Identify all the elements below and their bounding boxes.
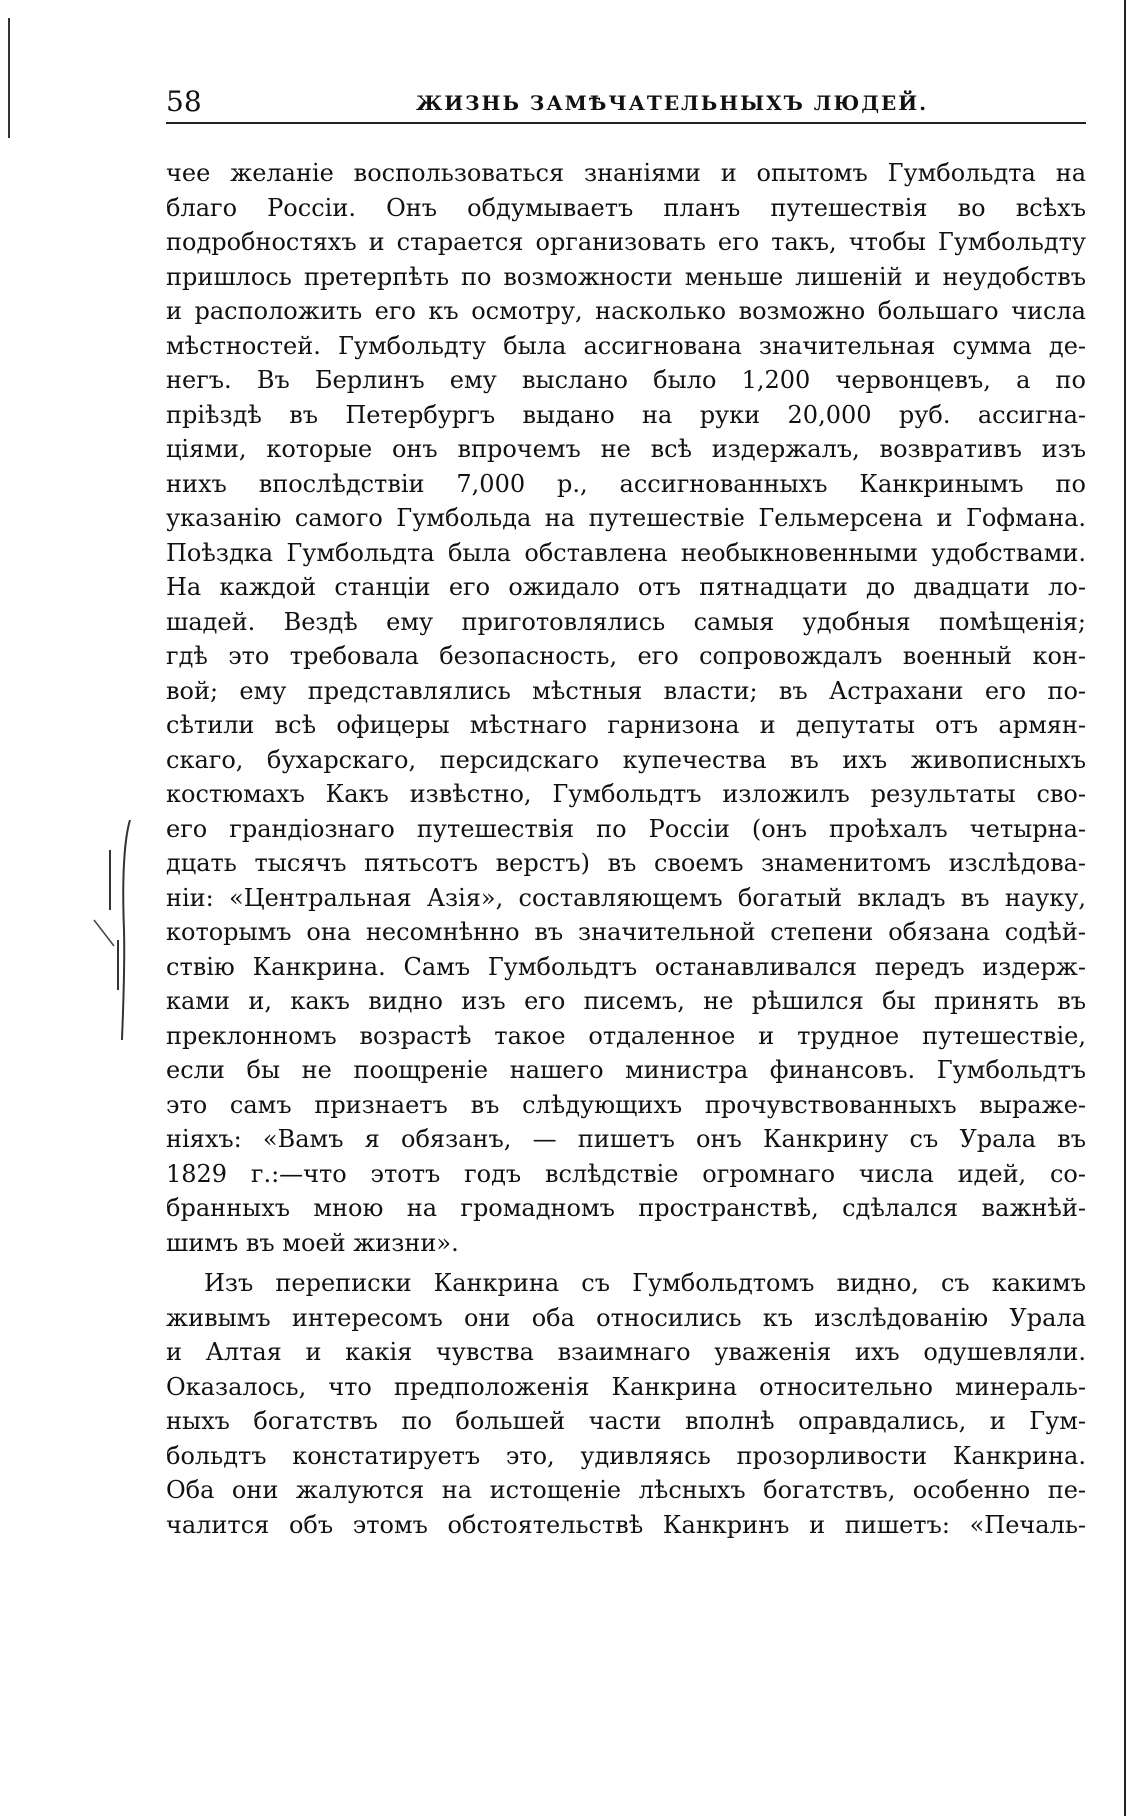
paragraph	[166, 1266, 1086, 1542]
text-line: негъ. Въ Берлинъ ему выслано было 1,200 червонцевъ, а по	[166, 366, 1086, 394]
text-line: Оказалось, что предположенія Канкрина относительно минераль-	[166, 1372, 1086, 1401]
text-line: ніяхъ: «Вамъ я обязанъ, — пишетъ онъ Канкрину съ Урала въ	[166, 1125, 1086, 1153]
header-rule	[166, 122, 1086, 124]
text-line: мѣстностей. Гумбольдту была ассигнована значительная сумма де-	[166, 331, 1086, 360]
text-line: костюмахъ Какъ извѣстно, Гумбольдтъ изложилъ результаты сво-	[166, 780, 1086, 808]
paragraph	[166, 156, 1086, 1260]
scan-edge-left	[8, 18, 10, 138]
text-line: вой; ему представлялись мѣстныя власти; въ Астрахани его по-	[166, 676, 1086, 705]
text-line: его грандіознаго путешествія по Россіи (онъ проѣхалъ четырна-	[166, 814, 1086, 843]
text-line: подробностяхъ и старается организовать его такъ, чтобы Гумбольдту	[166, 228, 1086, 256]
text-line: Поѣздка Гумбольдта была обставлена необыкновенными удобствами.	[166, 538, 1086, 567]
text-line: живымъ интересомъ они оба относились къ изслѣдованію Урала	[166, 1303, 1086, 1332]
text-line: это самъ признаетъ въ слѣдующихъ прочувствованныхъ выраже-	[166, 1090, 1086, 1119]
text-line: ніи: «Центральная Азія», составляющемъ богатый вкладъ въ науку,	[166, 883, 1086, 912]
text-line: дцать тысячъ пятьсотъ верстъ) въ своемъ знаменитомъ изслѣдова-	[166, 849, 1086, 877]
text-line: бранныхъ мною на громадномъ пространствѣ, сдѣлался важнѣй-	[166, 1194, 1086, 1222]
text-line: пріѣздѣ въ Петербургъ выдано на руки 20,000 руб. ассигна-	[166, 400, 1086, 429]
text-line: которымъ она несомнѣнно въ значительной степени обязана содѣй-	[166, 918, 1086, 946]
text-line: больдтъ констатируетъ это, удивляясь прозорливости Канкрина.	[166, 1441, 1086, 1470]
text-line: указанію самого Гумбольда на путешествіе Гельмерсена и Гофмана.	[166, 504, 1086, 532]
text-line: если бы не поощреніе нашего министра финансовъ. Гумбольдтъ	[166, 1056, 1086, 1084]
text-line: и Алтая и какія чувства взаимнаго уваженія ихъ одушевляли.	[166, 1338, 1086, 1366]
text-line: преклонномъ возрастѣ такое отдаленное и трудное путешествіе,	[166, 1021, 1086, 1050]
handwritten-margin-mark	[88, 820, 148, 1040]
text-line: шимъ въ моей жизни».	[166, 1228, 459, 1257]
text-line: шадей. Вездѣ ему приготовлялись самыя удобныя помѣщенія;	[166, 607, 1086, 636]
scan-edge-right	[1124, 0, 1126, 1816]
text-line: пришлось претерпѣть по возможности меньше лишеній и неудобствъ	[166, 262, 1086, 291]
text-line: ствію Канкрина. Самъ Гумбольдтъ останавливался передъ издерж-	[166, 952, 1086, 981]
running-title: ЖИЗНЬ ЗАМѢЧАТЕЛЬНЫХЪ ЛЮДЕЙ.	[416, 91, 929, 115]
text-line: чее желаніе воспользоваться знаніями и опытомъ Гумбольдта на	[166, 159, 1086, 187]
text-line: 1829 г.:—что этотъ годъ вслѣдствіе огромнаго числа идей, со-	[166, 1159, 1086, 1188]
text-line: чалится объ этомъ обстоятельствѣ Канкринъ и пишетъ: «Печаль-	[166, 1510, 1086, 1539]
text-line: сѣтили всѣ офицеры мѣстнаго гарнизона и депутаты отъ армян-	[166, 711, 1086, 739]
text-line: гдѣ это требовала безопасность, его сопровождалъ военный кон-	[166, 642, 1086, 670]
text-line: Оба они жалуются на истощеніе лѣсныхъ богатствъ, особенно пе-	[166, 1476, 1086, 1504]
body-text	[166, 156, 1086, 1542]
text-line: ныхъ богатствъ по большей части вполнѣ оправдались, и Гум-	[166, 1407, 1086, 1435]
running-head	[166, 82, 1086, 122]
text-line: ками и, какъ видно изъ его писемъ, не рѣшился бы принять въ	[166, 987, 1086, 1015]
text-line: благо Россіи. Онъ обдумываетъ планъ путешествія во всѣхъ	[166, 193, 1086, 222]
text-line: ціями, которые онъ впрочемъ не всѣ издержалъ, возвративъ изъ	[166, 435, 1086, 463]
text-line: На каждой станціи его ожидало отъ пятнадцати до двадцати ло-	[166, 573, 1086, 601]
page-number: 58	[166, 85, 202, 118]
text-line: Изъ переписки Канкрина съ Гумбольдтомъ видно, съ какимъ	[204, 1269, 1086, 1297]
text-line: и расположить его къ осмотру, насколько возможно большаго числа	[166, 297, 1086, 325]
text-line: скаго, бухарскаго, персидскаго купечества въ ихъ живописныхъ	[166, 745, 1086, 774]
text-line: нихъ впослѣдствіи 7,000 р., ассигнованныхъ Канкринымъ по	[166, 469, 1086, 498]
